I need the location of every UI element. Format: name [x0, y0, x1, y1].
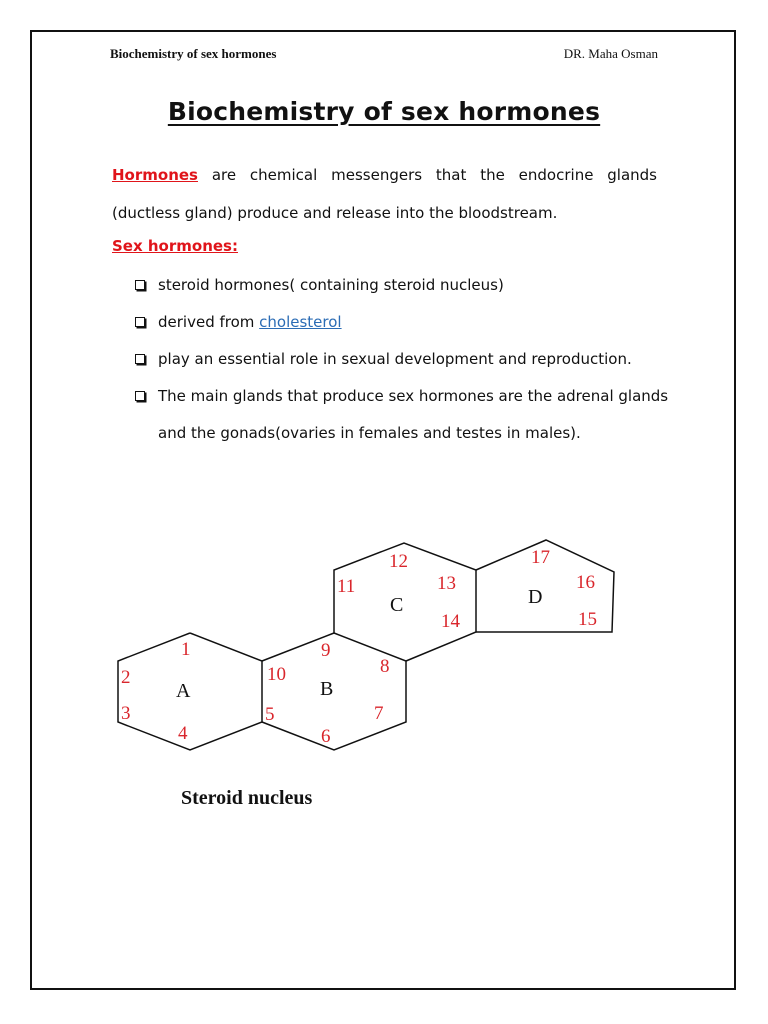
carbon-number: 8	[380, 656, 390, 677]
intro-paragraph	[112, 156, 657, 232]
intro-text: are chemical messengers that the endocrine glands (ductless gland) produce and release into the bloodstream.	[112, 166, 657, 222]
carbon-number: 15	[578, 609, 597, 630]
cholesterol-link[interactable]: cholesterol	[259, 313, 342, 331]
carbon-number: 3	[121, 703, 131, 724]
carbon-number: 11	[337, 576, 356, 597]
carbon-number: 9	[321, 640, 331, 661]
bullet-text: play an essential role in sexual development and reproduction.	[158, 350, 632, 368]
list-item	[135, 341, 675, 378]
section-heading-sex-hormones: Sex hormones:	[112, 237, 238, 255]
carbon-number: 6	[321, 726, 331, 747]
header-author: DR. Maha Osman	[563, 46, 658, 61]
ring-letter-b: B	[320, 678, 334, 700]
diagram-caption: Steroid nucleus	[181, 787, 313, 809]
carbon-number: 1	[181, 639, 191, 660]
carbon-number: 16	[576, 572, 595, 593]
carbon-number: 14	[441, 611, 460, 632]
document-title: Biochemistry of sex hormones	[167, 97, 601, 126]
bullet-list	[135, 267, 675, 452]
carbon-number: 2	[121, 667, 131, 688]
checkbox-bullet-icon	[135, 280, 145, 290]
carbon-number: 17	[531, 547, 550, 568]
list-item	[135, 267, 675, 304]
ring-letter-d: D	[528, 586, 543, 608]
carbon-number: 12	[389, 551, 408, 572]
ring-letter-a: A	[176, 680, 191, 702]
carbon-number: 5	[265, 704, 275, 725]
bullet-text: derived from	[158, 313, 260, 331]
running-header	[110, 46, 658, 62]
bullet-text: steroid hormones( containing steroid nucleus)	[158, 276, 504, 294]
list-item	[135, 304, 675, 341]
carbon-number: 4	[178, 723, 188, 744]
ring-letter-c: C	[390, 594, 404, 616]
checkbox-bullet-icon	[135, 317, 145, 327]
header-document-title: Biochemistry of sex hormones	[110, 46, 277, 61]
carbon-number: 7	[374, 703, 384, 724]
carbon-number: 13	[437, 573, 456, 594]
term-hormones: Hormones	[112, 166, 198, 184]
checkbox-bullet-icon	[135, 354, 145, 364]
checkbox-bullet-icon	[135, 391, 145, 401]
bullet-text: The main glands that produce sex hormones are the adrenal glands and the gonads(ovaries in females and testes in males).	[158, 387, 669, 442]
carbon-number: 10	[267, 664, 286, 685]
list-item	[135, 378, 675, 452]
